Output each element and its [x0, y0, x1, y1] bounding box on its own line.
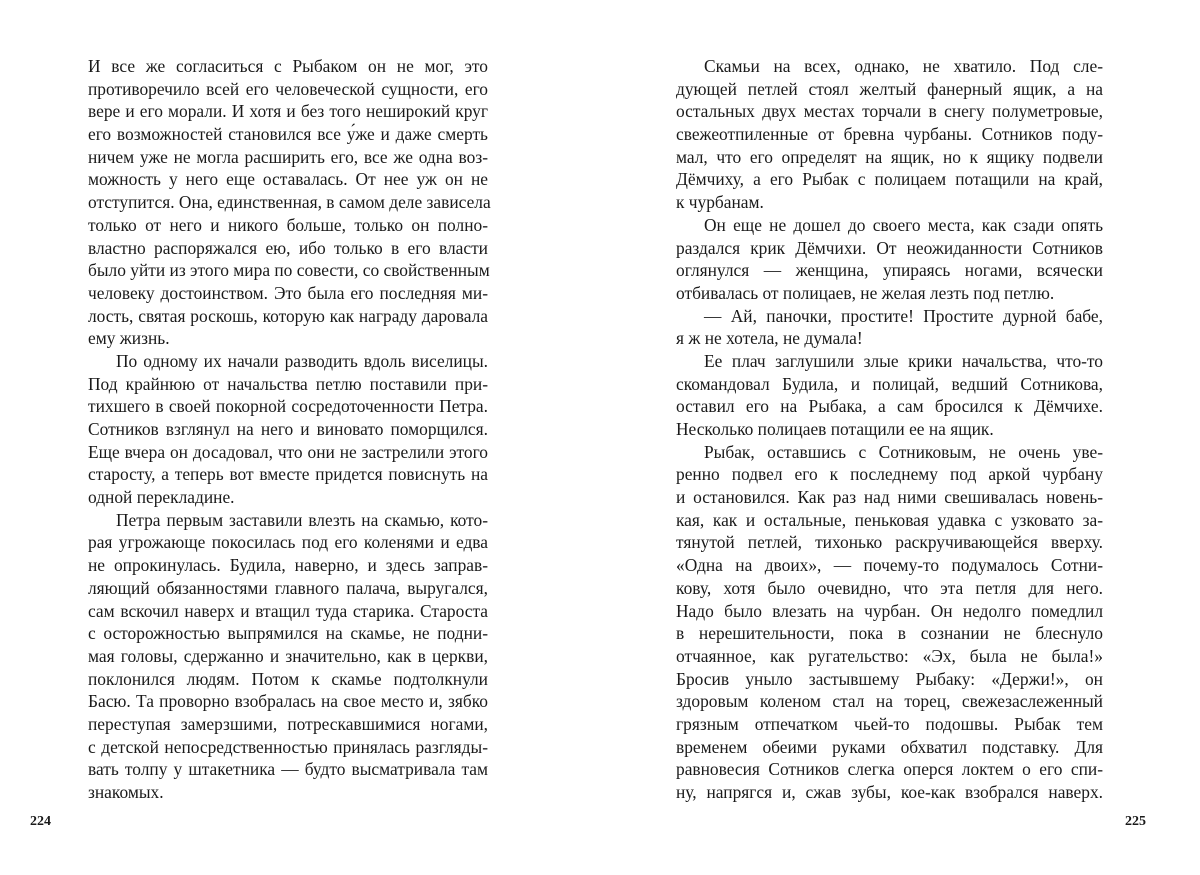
text-line: Ее плач заглушили злые крики начальства, что-то [704, 350, 1103, 371]
paragraph [676, 350, 1103, 441]
text-line: человеку достоинством. Это была его последняя ми- [88, 282, 488, 303]
text-line: Несколько полицаев потащили ее на ящик. [676, 419, 994, 439]
paragraph [676, 55, 1103, 214]
text-line: грязным отпечатком чьей-то подошвы. Рыбак тем [676, 713, 1103, 734]
text-line: поклонился людям. Потом к скамье подтолкнули [88, 668, 488, 689]
text-line: Сотников взглянул на него и виновато поморщился. [88, 419, 488, 439]
text-line: — Ай, паночки, простите! Простите дурной бабе, [704, 305, 1103, 326]
text-line: сам вскочил наверх и втащил туда старика. Староста [88, 600, 488, 621]
text-line: к чурбанам. [676, 192, 764, 213]
text-line: только от него и никого больше, только он полно- [88, 214, 488, 235]
text-line: «Одна на двоих», — почему-то подумалось Сотни- [676, 555, 1103, 576]
text-line: ему жизнь. [88, 328, 170, 349]
text-line: остальных двух местах торчали в снегу полуметровые, [676, 101, 1103, 122]
text-line: кая, как и остальные, пеньковая удавка с узковато за- [676, 509, 1103, 530]
text-line: ну, напрягся и, сжав зубы, кое-как взобрался наверх. [676, 782, 1103, 802]
paragraph [676, 441, 1103, 804]
text-line: отчаянное, как ругательство: «Эх, была не была!» [676, 645, 1103, 666]
text-line: раздался крик Дёмчихи. От неожиданности Сотников [676, 237, 1103, 258]
text-line: По одному их начали разводить вдоль виселицы. [116, 350, 488, 371]
text-line: И все же согласиться с Рыбаком он не мог, это [88, 56, 488, 76]
text-line: Рыбак, оставшись с Сотниковым, не очень уве- [704, 441, 1103, 462]
text-line: Дёмчиху, а его Рыбак с полицаем потащили на край, [676, 169, 1103, 190]
text-line: с осторожностью выпрямился на скамье, не подни- [88, 623, 488, 644]
text-line: можность у него еще оставалась. От нее уж он не [88, 169, 488, 190]
page-text [88, 55, 491, 804]
paragraph [88, 350, 488, 509]
text-line: рая угрожающе покосилась под его коленями и едва [88, 532, 488, 553]
text-line: мая головы, сдержанно и значительно, как в церкви, [88, 645, 488, 666]
text-line: дующей петлей стоял желтый фанерный ящик, а на [676, 78, 1103, 99]
text-line: Скамьи на всех, однако, не хватило. Под сле- [704, 56, 1103, 76]
text-line: тянутой петлей, тихонько раскручивающейся вверху. [676, 532, 1103, 553]
text-line: оглянулся — женщина, упираясь ногами, всячески [676, 260, 1103, 281]
text-line: кову, хотя было очевидно, что эта петля для него. [676, 577, 1103, 598]
text-line: вать толпу у штакетника — будто высматривала там [88, 759, 488, 780]
text-line: я ж не хотела, не думала! [676, 328, 863, 349]
text-line: тихшего в своей покорной сосредоточенности Петра. [88, 396, 488, 417]
text-line: ляющий обязанностями главного палача, выругался, [88, 577, 488, 598]
text-line: Петра первым заставили влезть на скамью, кото- [116, 509, 488, 530]
text-line: его возможностей становился все у́же и даже смерть [88, 124, 488, 145]
text-line: временем обеими руками обхватил подставку. Для [676, 736, 1103, 757]
text-line: ничем уже не могла расширить его, все же одна воз- [88, 146, 488, 167]
text-line: равновесия Сотников слегка оперся локтем о его спи- [676, 759, 1103, 780]
text-line: ренно подвел его к последнему под аркой чурбану [676, 464, 1103, 485]
text-line: не опрокинулась. Будила, наверно, и здесь заправ- [88, 555, 488, 576]
page-number: 225 [1125, 814, 1146, 829]
text-line: мал, что его определят на ящик, но к ящику подвели [676, 146, 1103, 167]
text-line: вере и его морали. И хотя и без того неширокий круг [88, 101, 488, 122]
text-line: старосту, а теперь вот вместе придется повиснуть на [88, 464, 488, 485]
text-line: Еще вчера он досадовал, что они не застрелили этого [88, 441, 488, 462]
paragraph [88, 55, 491, 350]
text-line: в нерешительности, пока в сознании не блеснуло [676, 623, 1103, 644]
text-line: противоречило всей его человеческой сущности, его [88, 78, 488, 99]
paragraph [88, 509, 488, 804]
paragraph [676, 305, 1103, 350]
text-line: скомандовал Будила, и полицай, ведший Сотникова, [676, 373, 1103, 394]
text-line: было уйти из этого мира по совести, со свойственным [88, 260, 490, 281]
text-line: Он еще не дошел до своего места, как сзади опять [704, 214, 1103, 235]
text-line: отбивалась от полицаев, не желая лезть под петлю. [676, 282, 1055, 303]
text-line: переступая замерзшими, потрескавшимися ногами, [88, 713, 488, 734]
text-line: лость, святая роскошь, которую как награду даровала [88, 305, 488, 326]
text-line: знакомых. [88, 782, 164, 802]
text-line: Бросив уныло застывшему Рыбаку: «Держи!», он [676, 668, 1103, 689]
text-line: Басю. Та проворно взобралась на свое место и, зябко [88, 691, 488, 712]
right-page [600, 0, 1200, 875]
text-line: свежеотпиленные от бревна чурбаны. Сотников поду- [676, 124, 1103, 145]
page-text [676, 55, 1103, 804]
page-number: 224 [30, 814, 51, 829]
text-line: здоровым коленом стал на торец, свежезаслеженный [676, 691, 1103, 712]
text-line: Надо было влезать на чурбан. Он недолго помедлил [676, 600, 1103, 621]
text-line: Под крайнюю от начальства петлю поставили при- [88, 373, 488, 394]
text-line: оставил его на Рыбака, а сам бросился к Дёмчихе. [676, 396, 1103, 417]
text-line: властно распоряжался ею, ибо только в его власти [88, 237, 488, 258]
text-line: с детской непосредственностью принялась разгляды- [88, 736, 488, 757]
paragraph [676, 214, 1103, 305]
text-line: одной перекладине. [88, 487, 235, 508]
text-line: и остановился. Как раз над ними свешивалась новень- [676, 487, 1103, 508]
text-line: отступится. Она, единственная, в самом деле зависела [88, 192, 491, 213]
